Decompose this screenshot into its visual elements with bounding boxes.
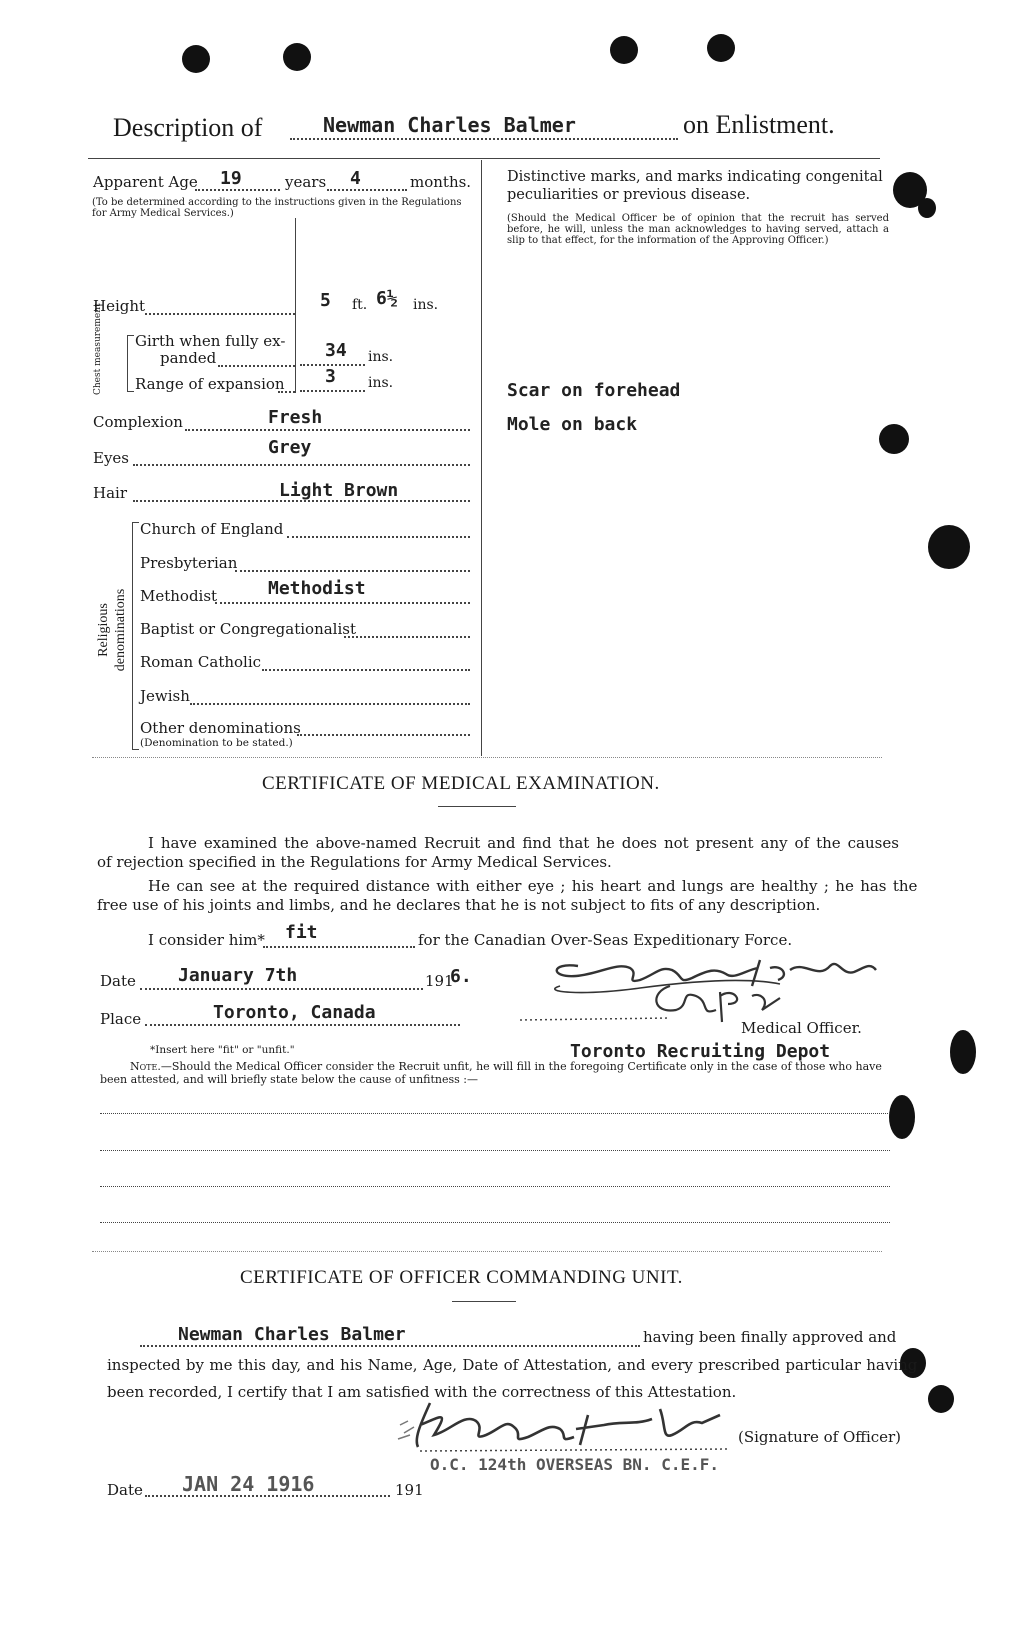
- eyes-value: Grey: [268, 437, 312, 458]
- hair-value: Light Brown: [279, 480, 399, 501]
- commanding-name-line: [140, 1345, 640, 1347]
- place-label: Place: [100, 1010, 142, 1028]
- religion-label: Presbyterian: [140, 554, 238, 572]
- binder-hole: [182, 45, 210, 73]
- hair-label: Hair: [93, 484, 127, 502]
- header-name-line: [290, 138, 678, 140]
- binder-hole: [928, 1385, 954, 1413]
- commanding-line3: been recorded, I certify that I am satisfied with the correctness of this Attestation.: [107, 1383, 737, 1401]
- medical-officer-label: Medical Officer.: [741, 1019, 862, 1037]
- medical-year-prefix: 191: [425, 972, 454, 990]
- medical-para2-line1: He can see at the required distance with either eye ; his heart and lungs are healthy ; he has the: [148, 877, 918, 895]
- medical-para1-line1: I have examined the above-named Recruit and find that he does not present any of the causes: [148, 834, 899, 852]
- medical-year-value: 6.: [450, 966, 472, 987]
- unfitness-line: [100, 1186, 890, 1187]
- signature-of-officer-label: (Signature of Officer): [738, 1428, 902, 1446]
- girth-line: [218, 365, 295, 367]
- religion-line: [235, 570, 470, 572]
- medical-date-value: January 7th: [178, 965, 298, 986]
- eyes-label: Eyes: [93, 449, 129, 467]
- complexion-label: Complexion: [93, 413, 183, 431]
- religion-line: [287, 536, 470, 538]
- girth-label-1: Girth when fully ex-: [135, 332, 286, 350]
- eyes-line: [133, 464, 470, 466]
- girth-ins-label: ins.: [368, 349, 394, 365]
- religion-bracket: [132, 522, 139, 750]
- commanding-date-line: [145, 1495, 390, 1497]
- age-years-line: [195, 189, 280, 191]
- religion-line: [262, 669, 470, 671]
- medical-para1-line2: of rejection specified in the Regulations for Army Medical Services.: [97, 853, 612, 871]
- commanding-title-underline: [452, 1301, 516, 1302]
- religion-label: Baptist or Congregationalist: [140, 620, 356, 638]
- chest-side-label: Chest measurement: [93, 303, 103, 395]
- religion-side-label-1: Religious: [96, 603, 111, 657]
- recruit-name: Newman Charles Balmer: [323, 113, 576, 137]
- religion-label: Methodist: [140, 587, 218, 605]
- chest-bracket: [127, 335, 134, 392]
- consider-line: [263, 946, 415, 948]
- note-prefix: Note.: [130, 1060, 161, 1073]
- religion-label: Other denominations: [140, 719, 301, 737]
- consider-label: I consider him*: [148, 931, 265, 949]
- medical-officer-signature: [520, 940, 890, 1030]
- girth-value: 34: [325, 340, 347, 361]
- religion-side-label: [95, 585, 129, 675]
- unfitness-line: [100, 1150, 890, 1151]
- unfitness-line: [100, 1113, 890, 1114]
- section-rule: [92, 757, 882, 758]
- medical-title: CERTIFICATE OF MEDICAL EXAMINATION.: [262, 773, 660, 794]
- age-months-value: 4: [350, 168, 361, 189]
- binder-hole: [610, 36, 638, 64]
- commanding-line1-suffix: having been finally approved and: [643, 1328, 897, 1346]
- marks-heading: Distinctive marks, and marks indicating congenital peculiarities or previous disease.: [507, 169, 883, 203]
- religion-line: [344, 636, 470, 638]
- header-suffix: on Enlistment.: [683, 110, 835, 139]
- religion-line: [190, 703, 470, 705]
- commanding-date-label: Date: [107, 1481, 143, 1499]
- height-line: [145, 313, 295, 315]
- age-label: Apparent Age: [93, 173, 198, 191]
- age-years-value: 19: [220, 168, 242, 189]
- height-in-value: 6½: [376, 288, 398, 309]
- place-value: Toronto, Canada: [213, 1002, 376, 1023]
- height-ft-value: 5: [320, 290, 331, 311]
- top-rule: [88, 158, 880, 159]
- commanding-title: CERTIFICATE OF OFFICER COMMANDING UNIT.: [240, 1267, 683, 1288]
- measurement-divider: [295, 218, 296, 393]
- hair-line: [133, 500, 470, 502]
- binder-hole: [889, 1095, 915, 1139]
- range-label: Range of expansion: [135, 375, 285, 393]
- medical-para2-line2: free use of his joints and limbs, and he declares that he is not subject to fits of any description.: [97, 896, 821, 914]
- range-line: [278, 391, 295, 393]
- commanding-line2: inspected by me this day, and his Name, Age, Date of Attestation, and every prescribed particular having: [107, 1356, 918, 1374]
- ft-label: ft.: [352, 297, 368, 313]
- header-prefix: Description of: [113, 113, 263, 142]
- religion-line: [297, 734, 470, 736]
- complexion-line: [185, 429, 470, 431]
- height-label: Height: [93, 297, 146, 315]
- commanding-officer-signature: [390, 1395, 750, 1455]
- range-value: 3: [325, 366, 336, 387]
- commanding-year-prefix: 191: [395, 1481, 424, 1499]
- recruiting-depot-stamp: Toronto Recruiting Depot: [570, 1041, 831, 1062]
- consider-value: fit: [285, 922, 318, 943]
- binder-hole: [928, 525, 970, 569]
- force-label: for the Canadian Over-Seas Expeditionary Force.: [418, 931, 793, 949]
- insert-note: *Insert here "fit" or "unfit.": [150, 1044, 295, 1056]
- place-line: [145, 1024, 460, 1026]
- years-label: years: [285, 173, 327, 191]
- medical-date-line: [140, 988, 423, 990]
- binder-hole: [918, 198, 936, 218]
- commanding-name-value: Newman Charles Balmer: [178, 1324, 406, 1345]
- medical-date-label: Date: [100, 972, 136, 990]
- age-months-line: [327, 189, 407, 191]
- girth-label-2: panded: [160, 349, 217, 367]
- battalion-stamp: O.C. 124th OVERSEAS BN. C.E.F.: [430, 1455, 719, 1474]
- range-ins-label: ins.: [368, 375, 394, 391]
- religion-label: Jewish: [140, 687, 190, 705]
- binder-hole: [283, 43, 311, 71]
- mark-entry: Scar on forehead: [507, 380, 681, 401]
- mark-entry: Mole on back: [507, 414, 638, 435]
- age-note: (To be determined according to the instructions given in the Regulations for Army Medical Services.): [92, 197, 462, 219]
- marks-note: (Should the Medical Officer be of opinion that the recruit has served before, he will, unless the man acknowledges to having served, attach a slip to that effect, for the information of the Approving Officer.): [507, 213, 889, 246]
- unfit-note-line2: been attested, and will briefly state below the cause of unfitness :—: [100, 1073, 479, 1086]
- column-divider: [481, 160, 482, 756]
- medical-title-underline: [438, 806, 516, 807]
- religion-side-label-2: denominations: [113, 588, 128, 672]
- months-label: months.: [410, 173, 472, 191]
- unfitness-line: [100, 1222, 890, 1223]
- religion-other-note: (Denomination to be stated.): [140, 737, 293, 749]
- unfit-note-line1: [130, 1061, 882, 1072]
- note-line1-text: —Should the Medical Officer consider the Recruit unfit, he will fill in the foregoing Certificate only in the case of those who have: [160, 1060, 882, 1073]
- religion-value-methodist: Methodist: [268, 578, 366, 599]
- commanding-date-value: JAN 24 1916: [182, 1472, 315, 1496]
- complexion-value: Fresh: [268, 407, 323, 428]
- religion-label: Roman Catholic: [140, 653, 262, 671]
- section-rule: [92, 1251, 882, 1252]
- religion-line: [215, 602, 470, 604]
- binder-hole: [707, 34, 735, 62]
- religion-label: Church of England: [140, 520, 284, 538]
- height-ins-label: ins.: [413, 297, 439, 313]
- binder-hole: [950, 1030, 976, 1074]
- range-value-line: [300, 390, 365, 392]
- binder-hole: [879, 424, 909, 454]
